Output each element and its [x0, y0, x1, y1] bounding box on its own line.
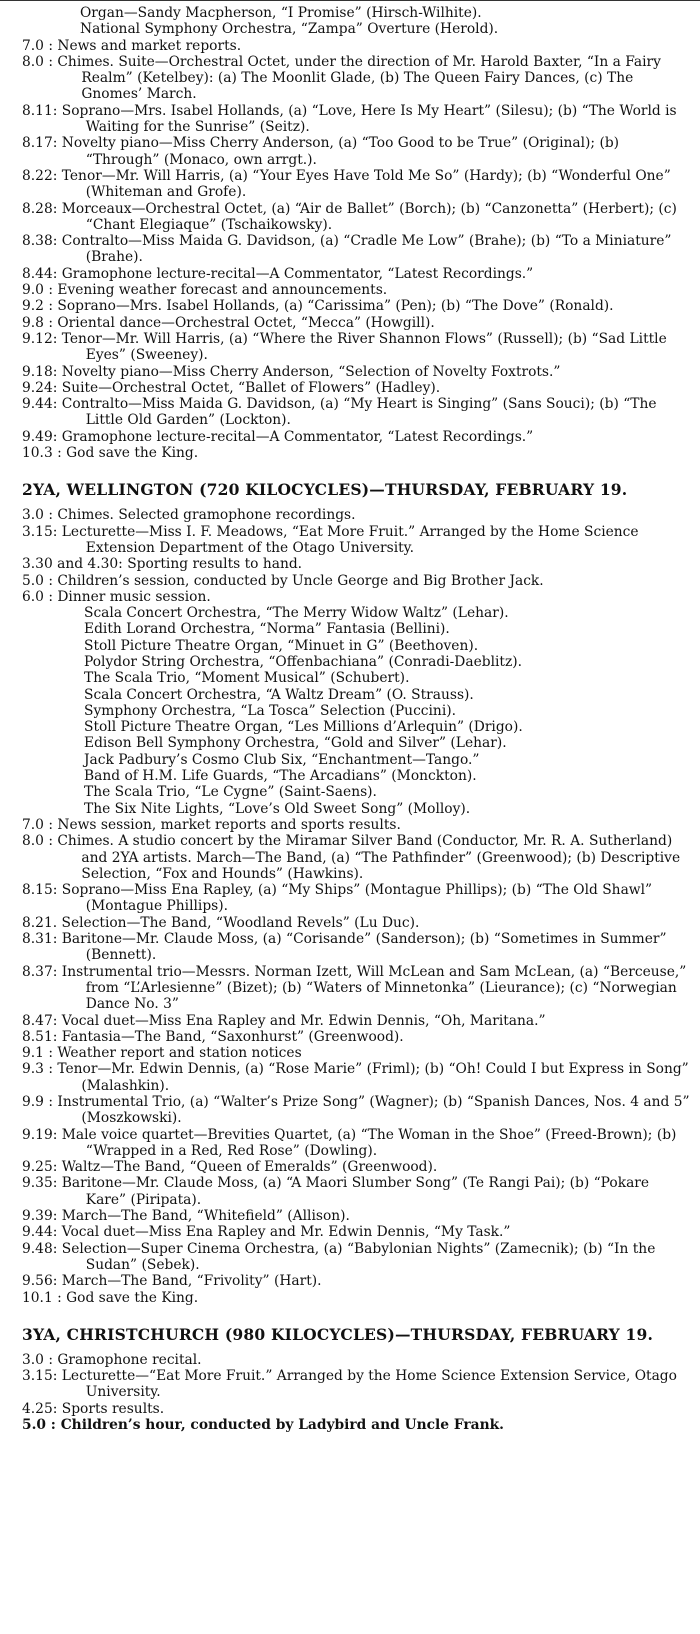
programme-entry — [22, 915, 692, 931]
programme-entry — [22, 1013, 692, 1029]
entry-text: Instrumental trio—Messrs. Norman Izett, Will McLean and Sam McLean, (a) “Berceuse,” from “L’Arlesienne” (Bizet); (b) “Waters of Minnetonka” (Lieurance); (c) “Norwegian Dance No. 3” — [61, 963, 687, 1013]
programme-entry — [22, 1175, 692, 1208]
entry-text: Tenor—Mr. Will Harris, (a) “Your Eyes Have Told Me So” (Hardy); (b) “Wonderful One” (Whiteman and Grofe). — [61, 167, 671, 201]
dinner-music-item: Symphony Orchestra, “La Tosca” Selection (Puccini). — [84, 702, 456, 719]
dinner-music-item: Scala Concert Orchestra, “The Merry Widow Waltz” (Lehar). — [84, 605, 509, 622]
programme-entry — [22, 1208, 692, 1224]
programme-entry — [22, 833, 692, 882]
entry-text: Gramophone recital. — [57, 1351, 202, 1368]
entry-text: Tenor—Mr. Edwin Dennis, (a) “Rose Marie” (Friml); (b) “Oh! Could I but Express in Song” (Malashkin). — [57, 1061, 689, 1094]
entry-time: 8.0 : — [22, 833, 58, 850]
entry-text: Contralto—Miss Maida G. Davidson, (a) “My Heart is Singing” (Sans Souci); (b) “The Little Old Garden” (Lockton). — [61, 396, 657, 429]
programme-entry — [22, 201, 692, 234]
entry-text: Male voice quartet—Brevities Quartet, (a) “The Woman in the Shoe” (Freed-Brown); (b) “Wrapped in a Red, Red Rose” (Dowling). — [61, 1126, 677, 1159]
programme-entry — [22, 380, 692, 396]
entry-text: Baritone—Mr. Claude Moss, (a) “Corisande” (Sanderson); (b) “Sometimes in Summer” (Bennett). — [61, 931, 667, 964]
entry-time: 5.0 : — [22, 572, 58, 589]
programme-entry — [22, 445, 692, 461]
entry-text: Soprano—Mrs. Isabel Hollands, (a) “Carissima” (Pen); (b) “The Dove” (Ronald). — [57, 298, 614, 315]
entry-text: Novelty piano—Miss Cherry Anderson, “Selection of Novelty Foxtrots.” — [61, 363, 561, 380]
programme-entry — [22, 168, 692, 201]
entry-time: 8.22: — [22, 167, 62, 184]
entry-text: Gramophone lecture-recital—A Commentator, “Latest Recordings.” — [61, 265, 534, 282]
continued-line: National Symphony Orchestra, “Zampa” Overture (Herold). — [80, 21, 499, 38]
programme-entry — [22, 931, 692, 964]
entry-time: 9.44: — [22, 1224, 62, 1241]
continued-line: Organ—Sandy Macpherson, “I Promise” (Hirsch-Wilhite). — [80, 5, 482, 21]
entry-time: 8.51: — [22, 1028, 62, 1045]
dinner-music-item: Edison Bell Symphony Orchestra, “Gold and Silver” (Lehar). — [84, 735, 507, 752]
programme-entry — [22, 429, 692, 445]
programme-entry — [22, 1368, 692, 1401]
programme-entry — [22, 524, 692, 557]
programme-entry — [22, 1029, 692, 1045]
entry-time: 8.44: — [22, 265, 62, 282]
section-heading-2ya: 2YA, WELLINGTON (720 KILOCYCLES)—THURSDAY, FEBRUARY 19. — [22, 480, 628, 500]
entry-time: 5.0 : — [22, 1417, 61, 1434]
entry-time: 8.17: — [22, 135, 62, 152]
entry-time: 9.25: — [22, 1159, 62, 1176]
entry-text: Lecturette—“Eat More Fruit.” Arranged by the Home Science Extension Service, Otago University. — [61, 1368, 677, 1401]
section-2ya — [22, 507, 692, 1306]
programme-entry — [22, 1061, 692, 1094]
programme-entry — [22, 817, 692, 833]
programme-entry — [22, 364, 692, 380]
entry-text: March—The Band, “Whitefield” (Allison). — [61, 1208, 350, 1225]
entry-text: Baritone—Mr. Claude Moss, (a) “A Maori Slumber Song” (Te Rangi Pai); (b) “Pokare Kare” (Piripata). — [61, 1175, 650, 1208]
entry-time: 10.3 : — [22, 445, 67, 462]
entry-text: Fantasia—The Band, “Saxonhurst” (Greenwood). — [61, 1028, 404, 1045]
programme-entry — [22, 1352, 692, 1368]
programme-entry — [22, 233, 692, 266]
entry-time: 9.19: — [22, 1126, 62, 1143]
entry-time: 4.25: — [22, 1400, 62, 1417]
entry-text: Sports results. — [61, 1400, 165, 1417]
entry-time: 8.37: — [22, 963, 62, 980]
entry-time: 3.15: — [22, 1368, 62, 1385]
programme-entry — [22, 1401, 692, 1417]
dinner-music-item: The Scala Trio, “Le Cygne” (Saint-Saens). — [84, 784, 377, 801]
dinner-music-item: Stoll Picture Theatre Organ, “Minuet in G” (Beethoven). — [84, 637, 479, 654]
entry-time: 9.3 : — [22, 1061, 58, 1078]
entry-time: 9.8 : — [22, 314, 58, 331]
entry-time: 3.0 : — [22, 1351, 58, 1368]
section-3ya — [22, 1352, 692, 1433]
entry-text: Selection—Super Cinema Orchestra, (a) “Babylonian Nights” (Zamecnik); (b) “In the Sudan” (Sebek). — [61, 1240, 656, 1273]
dinner-music-item: The Scala Trio, “Moment Musical” (Schubert). — [84, 670, 410, 687]
entry-text: Contralto—Miss Maida G. Davidson, (a) “Cradle Me Low” (Brahe); (b) “To a Miniature” (Brahe). — [61, 233, 672, 266]
programme-entry — [22, 38, 692, 54]
entry-text: Children’s hour, conducted by Ladybird and Uncle Frank. — [60, 1417, 504, 1434]
entry-text: Chimes. Suite—Orchestral Octet, under the direction of Mr. Harold Baxter, “In a Fairy Realm” (Ketelbey): (a) The Moonlit Glade, (b) The Queen Fairy Dances, (c) The Gnomes’ March. — [57, 53, 661, 103]
programme-entry — [22, 315, 692, 331]
entry-time: 9.18: — [22, 363, 62, 380]
entry-text: Novelty piano—Miss Cherry Anderson, (a) “Too Good to be True” (Original); (b) “Through” (Monaco, own arrgt.). — [61, 135, 620, 168]
entry-time: 9.0 : — [22, 282, 58, 299]
programme-entry — [22, 1417, 692, 1433]
programme-entry — [22, 573, 692, 589]
entry-time: 7.0 : — [22, 37, 58, 54]
programme-entry — [22, 1094, 692, 1127]
entry-text: Tenor—Mr. Will Harris, (a) “Where the River Shannon Flows” (Russell); (b) “Sad Little Eyes” (Sweeney). — [61, 330, 667, 364]
section-heading-3ya: 3YA, CHRISTCHURCH (980 KILOCYCLES)—THURSDAY, FEBRUARY 19. — [22, 1324, 654, 1344]
programme-entry — [22, 507, 692, 523]
programme-entry — [22, 1273, 692, 1289]
entry-time: 3.0 : — [22, 507, 58, 524]
entry-time: 3.30 and 4.30: — [22, 556, 128, 573]
entry-text: Gramophone lecture-recital—A Commentator, “Latest Recordings.” — [61, 428, 534, 445]
entry-text: March—The Band, “Frivolity” (Hart). — [61, 1273, 322, 1290]
entry-time: 7.0 : — [22, 816, 58, 833]
entry-time: 9.49: — [22, 428, 62, 445]
entry-text: Selection—The Band, “Woodland Revels” (Lu Duc). — [61, 914, 420, 931]
entry-time: 8.47: — [22, 1012, 62, 1029]
programme-entry — [22, 266, 692, 282]
programme-entry — [22, 135, 692, 168]
entry-text: Soprano—Mrs. Isabel Hollands, (a) “Love, Here Is My Heart” (Silesu); (b) “The World is Waiting for the Sunrise” (Seitz). — [61, 102, 677, 136]
entry-time: 9.39: — [22, 1208, 62, 1225]
entry-time: 9.2 : — [22, 298, 58, 315]
programme-entry — [22, 589, 692, 605]
entry-time: 9.48: — [22, 1240, 62, 1257]
entry-text: Sporting results to hand. — [127, 556, 303, 573]
programme-entry — [22, 54, 692, 103]
programme-entry — [22, 282, 692, 298]
programme-entry — [22, 1224, 692, 1240]
programme-entry — [22, 396, 692, 429]
programme-entry — [22, 331, 692, 364]
entry-time: 8.0 : — [22, 53, 58, 70]
entry-time: 9.12: — [22, 330, 62, 347]
entry-text: News and market reports. — [57, 37, 242, 54]
entry-time: 6.0 : — [22, 588, 58, 605]
entry-text: God save the King. — [66, 1289, 199, 1306]
entry-text: Lecturette—Miss I. F. Meadows, “Eat More Fruit.” Arranged by the Home Science Extension Department of the Otago University. — [61, 523, 639, 556]
entry-text: Waltz—The Band, “Queen of Emeralds” (Greenwood). — [61, 1159, 438, 1176]
entry-text: Weather report and station notices — [57, 1045, 302, 1062]
programme-entry — [22, 298, 692, 314]
entry-time: 9.35: — [22, 1175, 62, 1192]
entry-time: 10.1 : — [22, 1289, 67, 1306]
entry-text: Instrumental Trio, (a) “Walter’s Prize Song” (Wagner); (b) “Spanish Dances, Nos. 4 and 5” (Moszkowski). — [57, 1094, 690, 1127]
dinner-music-item: Band of H.M. Life Guards, “The Arcadians” (Monckton). — [84, 768, 477, 785]
entry-text: Dinner music session. — [57, 588, 211, 605]
dinner-music-item: The Six Nite Lights, “Love’s Old Sweet Song” (Molloy). — [84, 800, 471, 817]
dinner-music-item: Edith Lorand Orchestra, “Norma” Fantasia (Bellini). — [84, 621, 450, 638]
entry-text: Vocal duet—Miss Ena Rapley and Mr. Edwin Dennis, “Oh, Maritana.” — [61, 1012, 546, 1029]
entry-text: Vocal duet—Miss Ena Rapley and Mr. Edwin Dennis, “My Task.” — [61, 1224, 511, 1241]
entry-time: 3.15: — [22, 523, 62, 540]
entry-time: 8.31: — [22, 931, 62, 948]
programme-entry — [22, 1159, 692, 1175]
entry-time: 9.24: — [22, 379, 62, 396]
programme-entry — [22, 1241, 692, 1274]
entry-time: 9.1 : — [22, 1045, 58, 1062]
entry-time: 9.44: — [22, 396, 62, 413]
dinner-music-item: Jack Padbury’s Cosmo Club Six, “Enchantment—Tango.” — [84, 751, 480, 768]
entry-text: Evening weather forecast and announcements. — [57, 282, 388, 299]
entry-text: Morceaux—Orchestral Octet, (a) “Air de Ballet” (Borch); (b) “Canzonetta” (Herbert); (c) “Chant Elegiaque” (Tschaikowsky). — [61, 200, 677, 233]
entry-text: Soprano—Miss Ena Rapley, (a) “My Ships” (Montague Phillips); (b) “The Old Shawl” (Montague Phillips). — [61, 882, 653, 915]
dinner-music-item: Polydor String Orchestra, “Offenbachiana” (Conradi-Daeblitz). — [84, 653, 522, 670]
programme-entry — [22, 1290, 692, 1306]
section-1ya-continued — [22, 5, 692, 461]
entry-text: Children’s session, conducted by Uncle George and Big Brother Jack. — [57, 572, 544, 589]
programme-entry — [22, 882, 692, 915]
entry-time: 9.56: — [22, 1273, 62, 1290]
entry-text: Chimes. A studio concert by the Miramar Silver Band (Conductor, Mr. R. A. Sutherland) and 2YA artists. March—The Band, (a) “The Pathfinder” (Greenwood); (b) Descriptive Selection, “Fox and Hounds” (Hawkins). — [57, 833, 681, 882]
programme-entry — [22, 556, 692, 572]
entry-time: 8.11: — [22, 102, 62, 119]
entry-text: News session, market reports and sports results. — [57, 816, 401, 833]
entry-text: Chimes. Selected gramophone recordings. — [57, 507, 356, 524]
entry-time: 8.28: — [22, 200, 62, 217]
entry-time: 9.9 : — [22, 1094, 58, 1110]
programme-entry — [22, 964, 692, 1013]
entry-time: 8.15: — [22, 882, 62, 899]
entry-text: Suite—Orchestral Octet, “Ballet of Flowers” (Hadley). — [61, 379, 441, 396]
entry-time: 8.21. — [22, 914, 62, 931]
programme-entry — [22, 1127, 692, 1160]
entry-text: Oriental dance—Orchestral Octet, “Mecca” (Howgill). — [57, 314, 435, 331]
dinner-music-item: Stoll Picture Theatre Organ, “Les Millions d’Arlequin” (Drigo). — [84, 719, 523, 736]
dinner-music-item: Scala Concert Orchestra, “A Waltz Dream” (O. Strauss). — [84, 686, 474, 703]
programme-entry — [22, 103, 692, 136]
entry-time: 8.38: — [22, 233, 62, 250]
entry-text: God save the King. — [66, 445, 199, 462]
programme-entry — [22, 1045, 692, 1061]
